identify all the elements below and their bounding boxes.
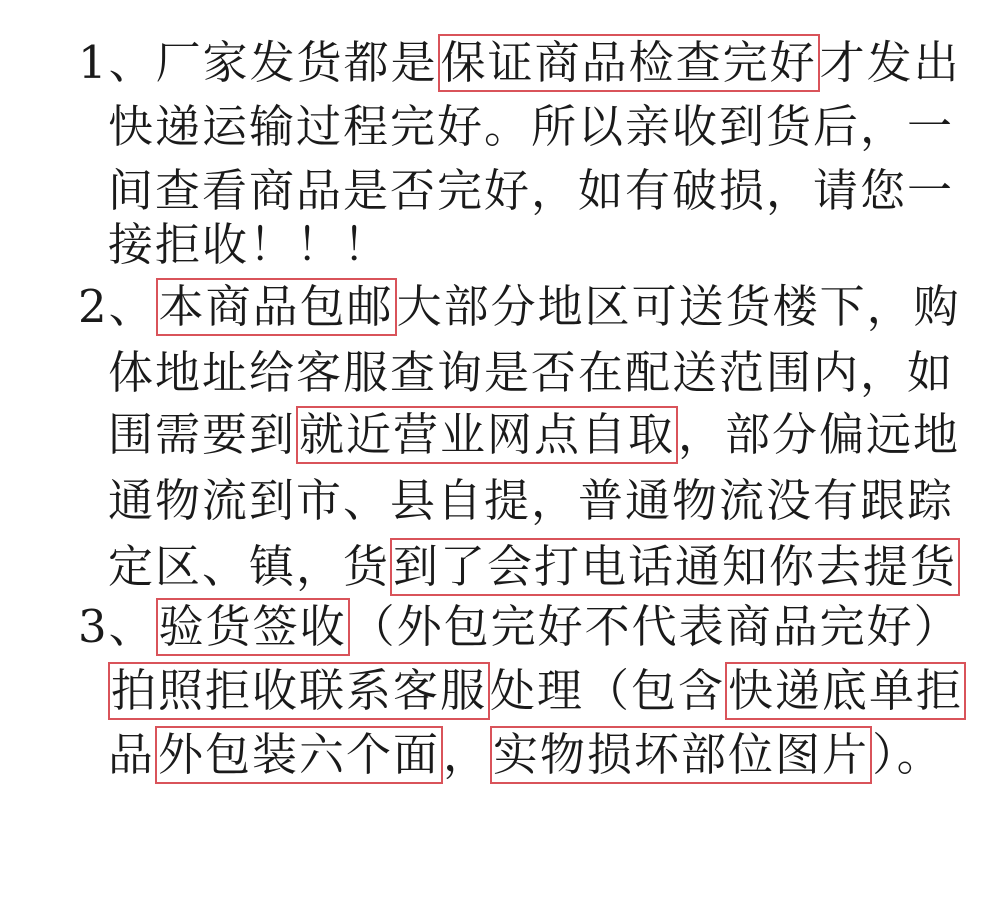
text-segment: 才发出 bbox=[819, 36, 961, 89]
item-3-line-1 bbox=[78, 597, 961, 657]
item-3-line-2 bbox=[108, 661, 966, 721]
text-segment: 围需要到 bbox=[108, 408, 297, 461]
highlighted-phrase: 验货签收 bbox=[156, 598, 350, 656]
text-segment: 、厂家发货都是 bbox=[108, 36, 438, 89]
text-segment: 体地址给客服查询是否在配送范围内，如 bbox=[108, 346, 955, 399]
text-segment: 间查看商品是否完好，如有破损，请您一 bbox=[108, 164, 955, 217]
item-3-line-3 bbox=[108, 725, 944, 785]
text-segment: ）。 bbox=[872, 728, 944, 781]
item-2-line-4 bbox=[108, 471, 954, 531]
item-number: 3 bbox=[78, 600, 109, 653]
text-segment: 处理（包含 bbox=[490, 664, 726, 717]
text-segment: 大部分地区可送货楼下，购 bbox=[396, 280, 961, 333]
highlighted-phrase: 就近营业网点自取 bbox=[296, 406, 678, 464]
text-segment: 品 bbox=[108, 728, 156, 781]
item-2-line-1 bbox=[78, 277, 961, 337]
text-segment: 定区、镇，货 bbox=[108, 540, 391, 593]
text-segment: （外包完好不代表商品完好） bbox=[349, 600, 961, 653]
item-1-line-3 bbox=[108, 161, 954, 221]
text-segment: 、 bbox=[108, 600, 156, 653]
text-segment: 通物流到市、县自提，普通物流没有跟踪 bbox=[108, 474, 955, 527]
text-segment: ， bbox=[443, 728, 491, 781]
item-1-line-1 bbox=[78, 33, 961, 93]
item-1-line-2 bbox=[108, 97, 954, 157]
text-segment: 接拒收！！！ bbox=[108, 218, 391, 271]
highlighted-phrase: 到了会打电话通知你去提货 bbox=[390, 538, 960, 596]
item-2-line-3 bbox=[108, 405, 960, 465]
item-number: 2 bbox=[78, 280, 109, 333]
text-segment: 、 bbox=[108, 280, 156, 333]
text-segment: 快递运输过程完好。所以亲收到货后，一 bbox=[108, 100, 955, 153]
item-1-line-4 bbox=[108, 215, 390, 275]
text-segment: ，部分偏远地 bbox=[678, 408, 961, 461]
item-2-line-2 bbox=[108, 343, 954, 403]
highlighted-phrase: 保证商品检查完好 bbox=[438, 34, 820, 92]
highlighted-phrase: 本商品包邮 bbox=[156, 278, 397, 336]
highlighted-phrase: 拍照拒收联系客服 bbox=[108, 662, 490, 720]
item-number: 1 bbox=[78, 36, 109, 89]
item-2-line-5 bbox=[108, 537, 960, 597]
highlighted-phrase: 实物损坏部位图片 bbox=[490, 726, 872, 784]
highlighted-phrase: 快递底单拒 bbox=[725, 662, 966, 720]
highlighted-phrase: 外包装六个面 bbox=[155, 726, 443, 784]
